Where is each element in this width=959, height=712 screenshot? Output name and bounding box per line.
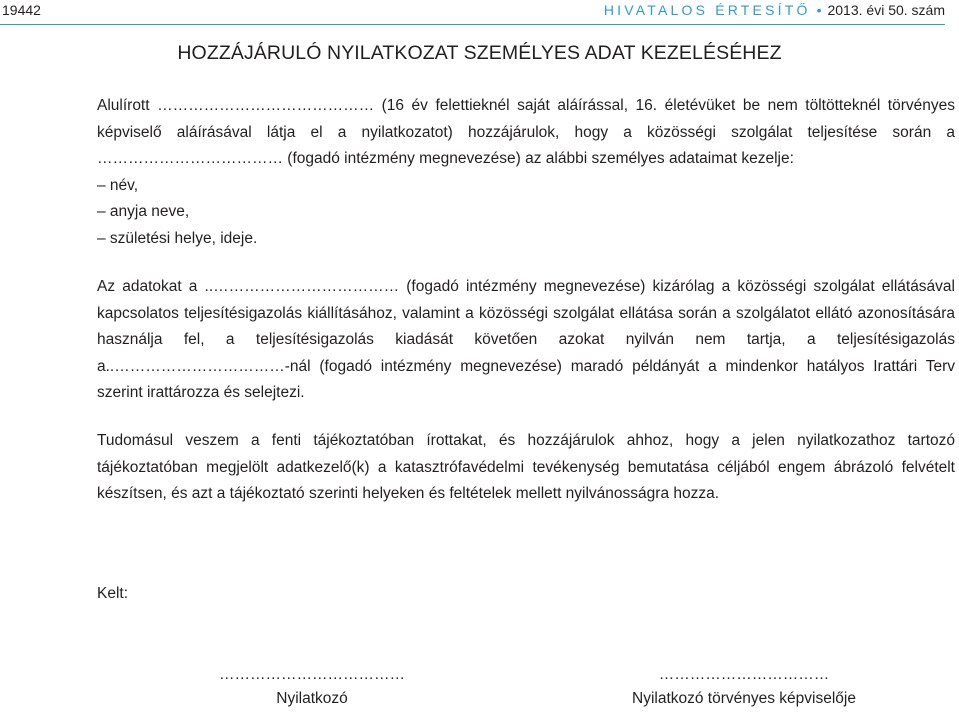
- consent-intro: [97, 93, 955, 252]
- document-title: HOZZÁJÁRULÓ NYILATKOZAT SZEMÉLYES ADAT KEZELÉSÉHEZ: [177, 42, 782, 64]
- acknowledgement-section: [97, 428, 955, 508]
- signature-label-declarant: Nyilatkozó: [276, 690, 348, 707]
- page-number: 19442: [2, 2, 41, 18]
- data-list-item-mother-name: – anyja neve,: [97, 203, 190, 220]
- signature-line-declarant: ………………………………: [219, 666, 405, 683]
- data-handling-section: [97, 274, 955, 407]
- header-rule: [0, 24, 945, 25]
- signature-legal-representative: [612, 664, 876, 712]
- date-place-label: Kelt:: [97, 585, 129, 602]
- signature-label-representative: Nyilatkozó törvényes képviselője: [632, 690, 856, 707]
- data-list-item-birth: – születési helye, ideje.: [97, 229, 258, 247]
- journal-name: HIVATALOS ÉRTESÍTŐ: [603, 2, 811, 18]
- signature-declarant: [192, 664, 432, 712]
- signature-line-representative: ……………………………: [658, 666, 830, 683]
- issue-label: 2013. évi 50. szám: [827, 2, 945, 18]
- acknowledgement-paragraph: Tudomásul veszem a fenti tájékoztatóban írottakat, és hozzájárulok ahhoz, hogy a jelen nyilatkozathoz tartozó tájékoztatóban megjelölt adatkezelő(k) a katasztrófavédelmi tevékenység bemutatása céljából engem ábrázoló felvételt készítsen, és azt a tájékoztató szerinti helyeken és feltételek mellett nyilvánosságra hozza.: [97, 432, 955, 502]
- data-list-item-name: – név,: [97, 176, 139, 194]
- intro-paragraph: Alulírott …………………………………… (16 év felettieknél saját aláírással, 16. életévüket be nem töltötteknél törvényes képviselő aláírásával látja el a nyilatkozatot) hozzájárulok, hogy a közösségi szolgálat teljesítése során a ……………………………… (fogadó intézmény megnevezése) az alábbi személyes adataimat kezelje:: [97, 97, 955, 167]
- separator-dot: •: [816, 2, 822, 18]
- data-handling-paragraph: Az adatokat a ..……………………………… (fogadó intézmény megnevezése) kizárólag a közösségi szolgálat ellátásával kapcsolatos teljesítésigazolás kiállításához, valamint a közösségi szolgálat ellátása során a szolgálatot ellátó azonosítására használja fel, a teljesítésigazolás kiadását követően azokat nyilván nem tartja, a teljesítésigazolás a..……………………………-nál (fogadó intézmény megnevezése) maradó példányát a mindenkor hatályos Irattári Terv szerint irattározza és selejtezi.: [97, 278, 955, 401]
- running-header: [604, 2, 945, 18]
